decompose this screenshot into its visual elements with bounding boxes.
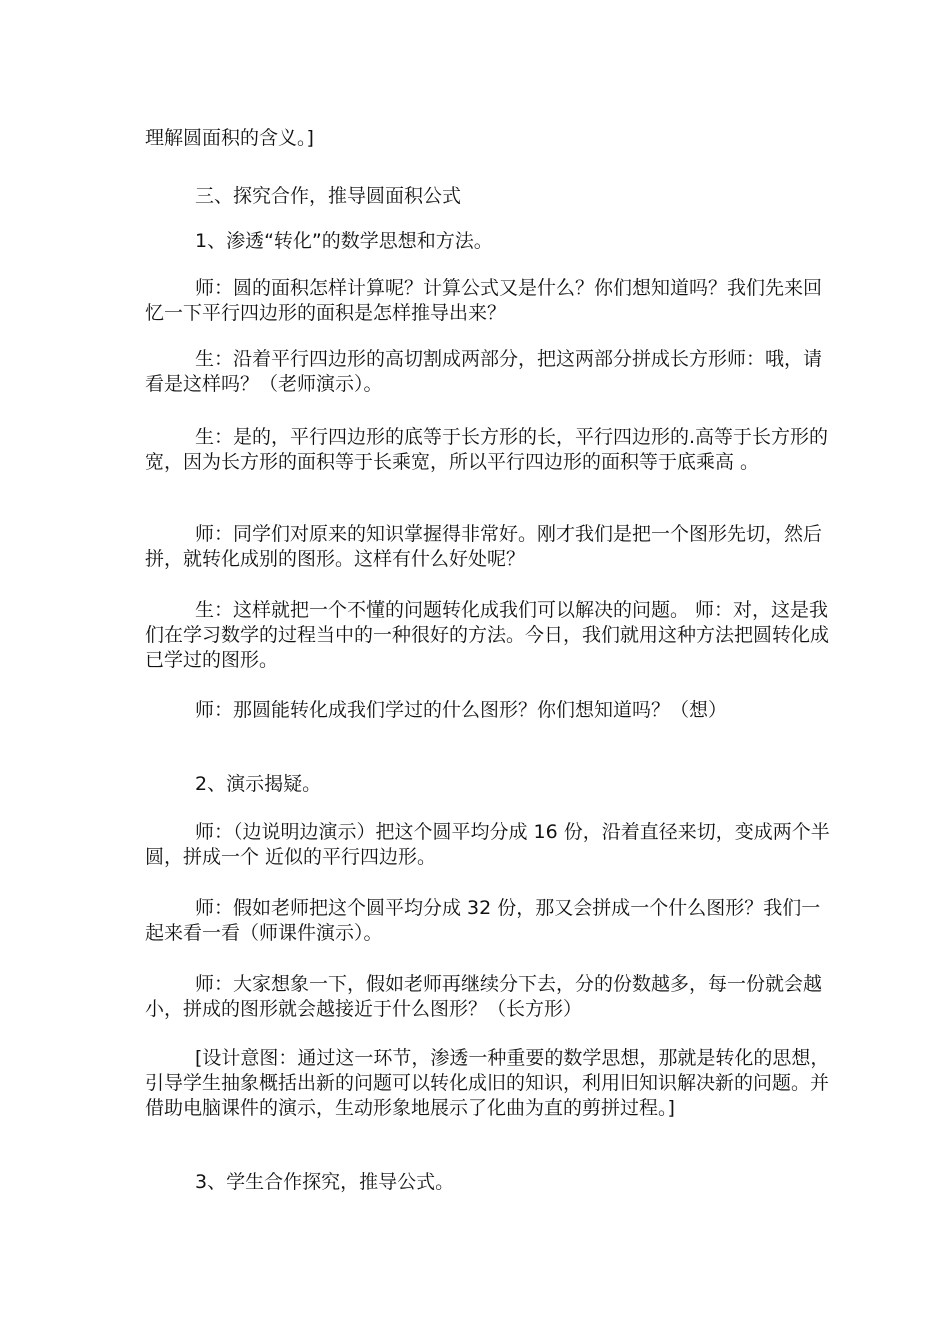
paragraph-student-3: 生：这样就把一个不懂的问题转化成我们可以解决的问题。 师：对，这是我们在学习数学的过程当中的一种很好的方法。今日，我们就用这种方法把圆转化成已学过的图形。 — [145, 599, 830, 671]
section-heading-3: 三、探究合作，推导圆面积公式 — [195, 185, 462, 207]
paragraph-teacher-4: 师：（边说明边演示）把这个圆平均分成 16 份，沿着直径来切，变成两个半圆，拼成一个 近似的平行四边形。 — [145, 821, 830, 868]
subsection-heading-1: 1、渗透“转化”的数学思想和方法。 — [195, 230, 493, 252]
subsection-heading-2: 2、演示揭疑。 — [195, 773, 322, 795]
paragraph-teacher-1: 师：圆的面积怎样计算呢？计算公式又是什么？你们想知道吗？我们先来回忆一下平行四边形的面积是怎样推导出来？ — [145, 277, 823, 324]
paragraph-design-intent: [设计意图：通过这一环节，渗透一种重要的数学思想，那就是转化的思想，引导学生抽象概括出新的问题可以转化成旧的知识，利用旧知识解决新的问题。并借助电脑课件的演示，生动形象地展示了化曲为直的剪拼过程。] — [145, 1047, 830, 1119]
paragraph-teacher-6: 师：大家想象一下，假如老师再继续分下去，分的份数越多，每一份就会越小，拼成的图形就会越接近于什么图形？（长方形） — [145, 973, 823, 1020]
paragraph-student-1: 生：沿着平行四边形的高切割成两部分，把这两部分拼成长方形师：哦，请看是这样吗？（老师演示）。 — [145, 348, 823, 395]
paragraph-student-2: 生：是的，平行四边形的底等于长方形的长，平行四边形的.高等于长方形的宽，因为长方形的面积等于长乘宽，所以平行四边形的面积等于底乘高 。 — [145, 426, 829, 473]
paragraph-teacher-5: 师：假如老师把这个圆平均分成 32 份，那又会拼成一个什么图形？我们一起来看一看（师课件演示）。 — [145, 897, 821, 944]
paragraph-teacher-2: 师：同学们对原来的知识掌握得非常好。刚才我们是把一个图形先切，然后拼，就转化成别的图形。这样有什么好处呢？ — [145, 523, 823, 570]
paragraph-teacher-3: 师：那圆能转化成我们学过的什么图形？你们想知道吗？（想） — [195, 699, 728, 721]
subsection-heading-3: 3、学生合作探究，推导公式。 — [195, 1171, 455, 1193]
paragraph-1: 理解圆面积的含义。] — [145, 127, 314, 149]
